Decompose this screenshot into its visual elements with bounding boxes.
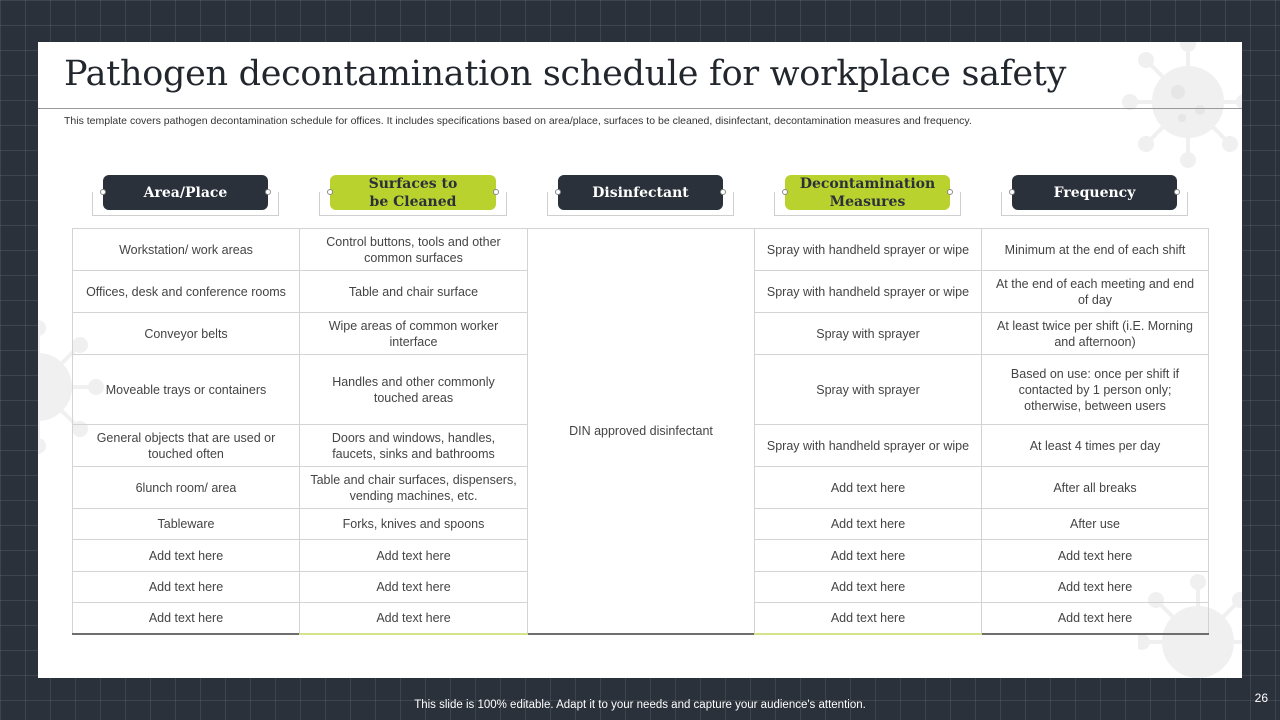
cell-measures: Add text here bbox=[755, 540, 982, 572]
virus-icon bbox=[1118, 42, 1242, 172]
cell-area: Moveable trays or containers bbox=[73, 355, 300, 425]
cell-measures: Spray with handheld sprayer or wipe bbox=[755, 229, 982, 271]
header-pill-frequency: Frequency bbox=[1012, 175, 1177, 210]
cell-measures: Add text here bbox=[755, 603, 982, 634]
cell-surfaces: Control buttons, tools and other common surfaces bbox=[300, 229, 528, 271]
cell-frequency: At least 4 times per day bbox=[982, 425, 1209, 467]
cell-frequency: Minimum at the end of each shift bbox=[982, 229, 1209, 271]
cell-disinfectant: DIN approved disinfectant bbox=[528, 229, 755, 634]
cell-surfaces: Table and chair surfaces, dispensers, vending machines, etc. bbox=[300, 467, 528, 509]
title-divider bbox=[38, 108, 1242, 109]
cell-surfaces: Wipe areas of common worker interface bbox=[300, 313, 528, 355]
cell-surfaces: Table and chair surface bbox=[300, 271, 528, 313]
header-surfaces bbox=[299, 172, 527, 220]
cell-surfaces: Forks, knives and spoons bbox=[300, 509, 528, 540]
cell-frequency: After all breaks bbox=[982, 467, 1209, 509]
cell-surfaces: Add text here bbox=[300, 540, 528, 572]
header-frequency bbox=[981, 172, 1208, 220]
connector-dot bbox=[782, 189, 788, 195]
header-pill-measures: Decontamination Measures bbox=[785, 175, 950, 210]
page-number: 26 bbox=[1254, 691, 1268, 705]
page-subtitle: This template covers pathogen decontamination schedule for offices. It includes specifications based on area/place, surfaces to be cleaned, disinfectant, decontamination measures and frequency. bbox=[64, 115, 972, 127]
connector-dot bbox=[555, 189, 561, 195]
table-row bbox=[73, 229, 1209, 271]
cell-area: General objects that are used or touched often bbox=[73, 425, 300, 467]
header-pill-surfaces: Surfaces to be Cleaned bbox=[330, 175, 496, 210]
cell-measures: Spray with sprayer bbox=[755, 355, 982, 425]
connector-dot bbox=[265, 189, 271, 195]
cell-area: Add text here bbox=[73, 540, 300, 572]
cell-frequency: After use bbox=[982, 509, 1209, 540]
table-header-row bbox=[72, 172, 1208, 220]
header-area-place bbox=[72, 172, 299, 220]
slide bbox=[38, 42, 1242, 678]
cell-area: Conveyor belts bbox=[73, 313, 300, 355]
connector-dot bbox=[100, 189, 106, 195]
header-pill-area-place: Area/Place bbox=[103, 175, 268, 210]
cell-frequency: Based on use: once per shift if contacted by 1 person only; otherwise, between users bbox=[982, 355, 1209, 425]
cell-frequency: At the end of each meeting and end of day bbox=[982, 271, 1209, 313]
page-title: Pathogen decontamination schedule for workplace safety bbox=[64, 54, 1067, 94]
cell-surfaces: Doors and windows, handles, faucets, sinks and bathrooms bbox=[300, 425, 528, 467]
connector-dot bbox=[947, 189, 953, 195]
cell-surfaces: Add text here bbox=[300, 572, 528, 603]
cell-surfaces: Handles and other commonly touched areas bbox=[300, 355, 528, 425]
cell-area: Offices, desk and conference rooms bbox=[73, 271, 300, 313]
connector-dot bbox=[720, 189, 726, 195]
cell-measures: Spray with handheld sprayer or wipe bbox=[755, 425, 982, 467]
connector-dot bbox=[1174, 189, 1180, 195]
cell-frequency: Add text here bbox=[982, 572, 1209, 603]
cell-area: Add text here bbox=[73, 572, 300, 603]
cell-measures: Spray with handheld sprayer or wipe bbox=[755, 271, 982, 313]
cell-area: Tableware bbox=[73, 509, 300, 540]
cell-measures: Add text here bbox=[755, 509, 982, 540]
schedule-table bbox=[72, 228, 1209, 635]
connector-dot bbox=[493, 189, 499, 195]
cell-frequency: Add text here bbox=[982, 603, 1209, 634]
cell-measures: Spray with sprayer bbox=[755, 313, 982, 355]
header-pill-disinfectant: Disinfectant bbox=[558, 175, 723, 210]
cell-area: Workstation/ work areas bbox=[73, 229, 300, 271]
header-disinfectant bbox=[527, 172, 754, 220]
cell-surfaces: Add text here bbox=[300, 603, 528, 634]
cell-area: 6lunch room/ area bbox=[73, 467, 300, 509]
connector-dot bbox=[1009, 189, 1015, 195]
cell-measures: Add text here bbox=[755, 572, 982, 603]
cell-measures: Add text here bbox=[755, 467, 982, 509]
connector-dot bbox=[327, 189, 333, 195]
cell-area: Add text here bbox=[73, 603, 300, 634]
cell-frequency: Add text here bbox=[982, 540, 1209, 572]
header-measures bbox=[754, 172, 981, 220]
footer-note: This slide is 100% editable. Adapt it to your needs and capture your audience's attention. bbox=[414, 699, 866, 711]
cell-frequency: At least twice per shift (i.E. Morning and afternoon) bbox=[982, 313, 1209, 355]
